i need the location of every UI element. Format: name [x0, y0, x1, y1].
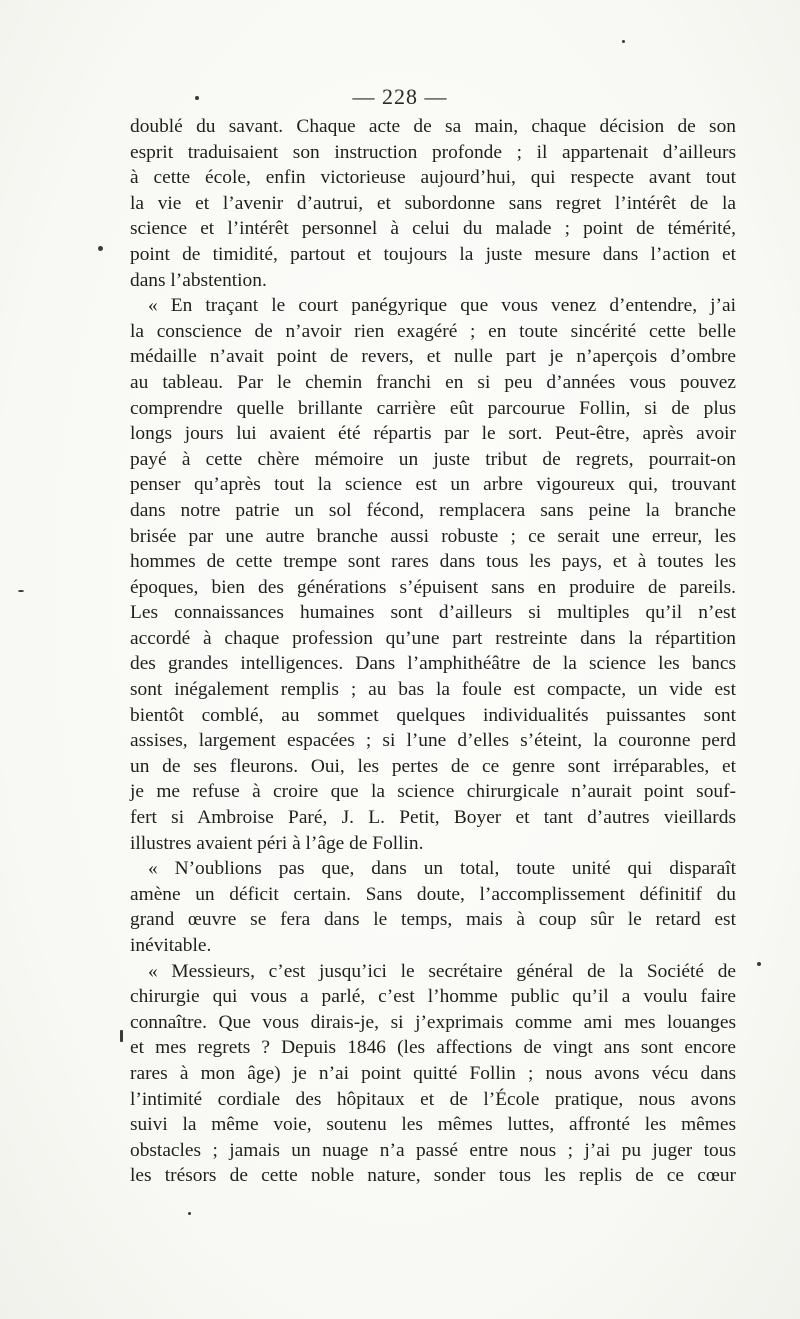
text-line: comprendre quelle brillante carrière eût parcourue Follin, si de plus	[130, 397, 736, 419]
text-line: payé à cette chère mémoire un juste tribut de regrets, pourrait-on	[130, 448, 736, 470]
text-line: bientôt comblé, au sommet quelques individualités puissantes sont	[130, 704, 736, 726]
ink-speck	[120, 1030, 123, 1042]
text-line: accordé à chaque profession qu’une part restreinte dans la répartition	[130, 627, 736, 649]
text-line: amène un déficit certain. Sans doute, l’accomplissement définitif du	[130, 883, 736, 905]
text-line: « N’oublions pas que, dans un total, toute unité qui disparaît	[148, 858, 736, 880]
text-line: dans l’abstention.	[130, 269, 267, 291]
text-line: époques, bien des générations s’épuisent sans en produire de pareils.	[130, 576, 736, 598]
text-line: brisée par une autre branche aussi robuste ; ce serait une erreur, les	[130, 525, 736, 547]
text-line: la conscience de n’avoir rien exagéré ; en toute sincérité cette belle	[130, 320, 736, 342]
text-line: médaille n’avait point de revers, et nulle part je n’aperçois d’ombre	[130, 346, 736, 368]
text-line: Les connaissances humaines sont d’ailleurs si multiples qu’il n’est	[130, 602, 736, 624]
text-line: assises, largement espacées ; si l’une d’elles s’éteint, la couronne perd	[130, 730, 736, 752]
text-line: un de ses fleurons. Oui, les pertes de ce genre sont irréparables, et	[130, 755, 736, 777]
text-line: à cette école, enfin victorieuse aujourd’hui, qui respecte avant tout	[130, 167, 736, 189]
ink-speck	[98, 246, 103, 251]
text-line: la vie et l’avenir d’autrui, et subordonne sans regret l’intérêt de la	[130, 192, 736, 214]
text-line: point de timidité, partout et toujours la juste mesure dans l’action et	[130, 243, 736, 265]
page-number: — 228 —	[352, 84, 448, 109]
ink-speck	[18, 590, 24, 592]
text-line: fert si Ambroise Paré, J. L. Petit, Boyer et tant d’autres vieillards	[130, 807, 736, 829]
text-line: au tableau. Par le chemin franchi en si peu d’années vous pouvez	[130, 371, 736, 393]
ink-speck	[195, 96, 199, 100]
body-text	[130, 114, 736, 1189]
text-line: dans notre patrie un sol fécond, remplacera sans peine la branche	[130, 499, 736, 521]
text-line: sont inégalement remplis ; au bas la foule est compacte, un vide est	[130, 679, 736, 701]
text-line: « En traçant le court panégyrique que vous venez d’entendre, j’ai	[148, 295, 736, 317]
text-line: je me refuse à croire que la science chirurgicale n’aurait point souf-	[130, 781, 736, 803]
text-line: l’intimité cordiale des hôpitaux et de l’École pratique, nous avons	[130, 1088, 736, 1110]
text-line: les trésors de cette noble nature, sonder tous les replis de ce cœur	[130, 1165, 736, 1187]
text-line: connaître. Que vous dirais-je, si j’exprimais comme ami mes louanges	[130, 1011, 736, 1033]
text-line: obstacles ; jamais un nuage n’a passé entre nous ; j’ai pu juger tous	[130, 1139, 736, 1161]
text-line: rares à mon âge) je n’ai point quitté Follin ; nous avons vécu dans	[130, 1062, 736, 1084]
text-line: doublé du savant. Chaque acte de sa main, chaque décision de son	[130, 116, 736, 137]
text-line: science et l’intérêt personnel à celui du malade ; point de témérité,	[130, 218, 736, 240]
text-line: grand œuvre se fera dans le temps, mais à coup sûr le retard est	[130, 909, 736, 931]
text-line: penser qu’après tout la science est un arbre vigoureux qui, trouvant	[130, 474, 736, 496]
text-line: suivi la même voie, soutenu les mêmes luttes, affronté les mêmes	[130, 1114, 736, 1136]
text-line: illustres avaient péri à l’âge de Follin.	[130, 832, 424, 854]
ink-speck	[188, 1212, 191, 1215]
ink-speck	[757, 962, 761, 966]
text-line: chirurgie qui vous a parlé, c’est l’homme public qu’il a voulu faire	[130, 986, 736, 1008]
ink-speck	[622, 40, 625, 43]
text-line: et mes regrets ? Depuis 1846 (les affections de vingt ans sont encore	[130, 1037, 736, 1059]
text-line: « Messieurs, c’est jusqu’ici le secrétaire général de la Société de	[148, 960, 736, 982]
text-line: esprit traduisaient son instruction profonde ; il appartenait d’ailleurs	[130, 141, 736, 163]
text-line: inévitable.	[130, 935, 212, 956]
text-line: hommes de cette trempe sont rares dans tous les pays, et à toutes les	[130, 551, 736, 573]
text-line: des grandes intelligences. Dans l’amphithéâtre de la science les bancs	[130, 653, 736, 675]
text-line: longs jours lui avaient été répartis par le sort. Peut-être, après avoir	[130, 423, 736, 445]
